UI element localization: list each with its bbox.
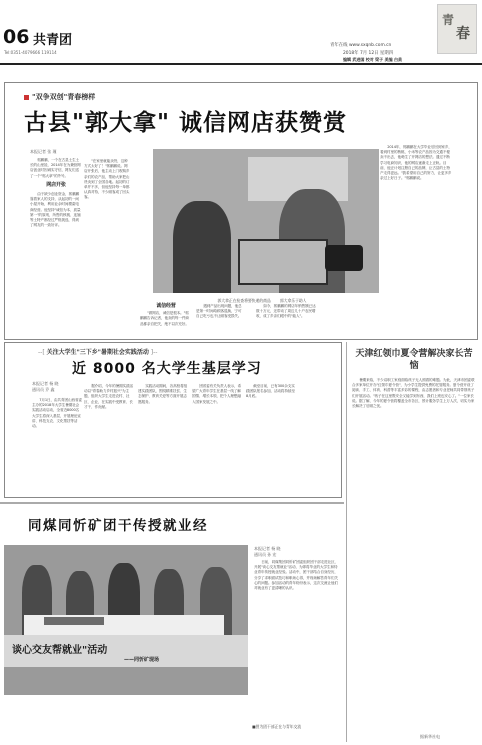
right-byline: 据新华社电 [420, 734, 440, 739]
photo-caption-left: 郭大拿正在检查将要快递的商品 [217, 298, 271, 303]
photo-camera [325, 245, 363, 271]
story1-col-c-body: "做网店，诚信是根本。"郭鹏鹏告诉记者，他卖的每一件商品都亲自把关，绝不以次充好。 [140, 311, 189, 326]
story3-headline: 同煤同忻矿团干传授就业经 [28, 518, 208, 534]
section-divider [0, 502, 344, 504]
story1-kicker-text: "双争双创"青春榜样 [32, 93, 96, 101]
story2-kicker-text: 关注大学生"三下乡"暑期社会实践活动 [46, 349, 149, 356]
phone-line: Tel:0351-4079666 119114 [4, 50, 57, 55]
right-body [352, 378, 476, 411]
story2-byline [32, 381, 92, 393]
right-body-text: 暑期来临，不少双职工家庭面临孩子无人照看的难题。为此，天津市团委联合多家单位开办"红领巾夏令营"，为小学生提供免费的托管服务。夏令营开设了阅读、手工、体育、科普等丰富多彩的课程，由志愿者和专业老师共同带领孩子们开展活动。"孩子在这里既安全又能学到东西，我们上班也安心了。"一位家长说。据了解，今年的夏令营将覆盖全市各区，预计服务学生上万人次，切实为家长解决了后顾之忧。 [352, 378, 475, 409]
story3-byline-2: 通讯员 孙 宏 [254, 552, 277, 557]
story2-col-d-body: 团省委有关负责人表示，希望广大青年学生在基层一线了解国情、增长本领，把个人理想融入国家发展之中。 [192, 384, 242, 404]
story2-headline: 近 8000 名大学生基层学习 [72, 361, 262, 377]
story1-col-e-body: 如今，郭鹏鹏的网店年销售额已达数十万元，还带动了周边几十户农民增收，成了乡亲们眼中的"能人"。 [256, 304, 316, 319]
story2-byline-2: 通讯员 乔 鑫 [32, 387, 55, 392]
story2-col-a [32, 398, 82, 431]
story1-col-d-body: 遇到产品出现问题，他总是第一时间给顾客退换，宁可自己吃亏也不让顾客受损失。 [196, 304, 242, 319]
story2-col-d [192, 384, 242, 406]
story1-subhead-2: 诚信经营 [156, 303, 176, 309]
story1-col-b-body: "在家里就能卖货，这种方式太好了！"郭鹏鹏说。网店开张后，他主动上门收购乡亲们的农产品，帮助大家把山货卖到了全国各地。起初的订单并不多，但他坚持每一单都认真对待，不少顾客成了回头客。 [84, 159, 130, 200]
story1-col-a [30, 158, 82, 230]
story1-col-f [380, 145, 452, 183]
section-name: 共青团 [33, 33, 73, 48]
right-headline: 天津红领巾夏令营解决家长苦恼 [355, 349, 473, 371]
story1-subhead-1: 网店开张 [46, 181, 66, 188]
story3-photo [4, 545, 248, 695]
kicker-square-icon [24, 95, 29, 100]
newspaper-logo [437, 4, 477, 54]
page-number: 06 [3, 26, 30, 48]
story1-byline: 本报记者 张 瑾 [30, 149, 57, 154]
logo-char-bottom: 春 [456, 26, 470, 42]
story2-col-c-body: 实践活动期间，各高校将组建实践团队，围绕精准扶贫、生态保护、教育关爱等方面开展志愿服务。 [138, 384, 188, 404]
story1-lead: 郭鹏鹏，一个在古县土生土长的山里娃，2014年在为兼营网店创业时因诚实守信，网友们送了一个"郭大拿"的外号。 [30, 158, 81, 178]
photo-caption-right: 郭大拿乐于助人 [279, 298, 307, 303]
story2-col-b [84, 384, 134, 412]
brand-url: 青年在线 www.sxqnb.com.cn [330, 43, 392, 48]
story1-col-b [84, 159, 130, 202]
column-rule [346, 342, 347, 742]
story1-kicker [24, 92, 95, 102]
header-rule [0, 63, 482, 65]
story3-caption: ■图为团干部正在与青年交流 [252, 724, 302, 729]
story3-body [254, 560, 340, 593]
story2-col-e [246, 384, 296, 401]
story2-col-c [138, 384, 188, 406]
story1-col-e [256, 304, 316, 321]
photo-banner-text: 谈心交友帮就业"活动 [12, 645, 108, 656]
kicker-bracket: --[ [38, 349, 47, 356]
date-line: 2018年 7月 12日 星期四 [343, 51, 394, 56]
masthead [0, 0, 482, 60]
story1-photo [153, 149, 379, 293]
logo-char-top: 青 [442, 13, 455, 27]
story3-byline [254, 546, 334, 558]
story3-body-text: 日前，同煤集团同忻矿团委组织团干部走进社区，开展"谈心交友帮就业"活动，为即将毕业的大学生和待业青年传授就业经验。活动中，团干部结合自身经历，分享了求职面试技巧和职场心得，并现场解答青年们关心的问题。参加活动的青年纷纷表示，这次交流让他们对就业有了更清晰的认识。 [254, 560, 339, 591]
photo-cart [238, 239, 328, 285]
story1-col-d [196, 304, 242, 321]
kicker-bracket: ]-- [148, 349, 158, 356]
story1-col-f-body: 2014年，郭鹏鹏在大学毕业后回到家乡，看到村里的核桃、小米等农产品因为交通不便卖不出去，他萌生了开网店的想法。通过不断学习电商知识，他的网店逐渐走上正轨。目前，他正计划注册自己的品牌，让古县的土特产走得更远。"我希望用自己的努力，让更多乡亲过上好日子。"郭鹏鹏说。 [380, 145, 452, 181]
editors-line: 编辑 武进国 校对 梁子 美编 白美 [343, 57, 402, 62]
story2-col-a-body: 7月1日，由共青团山西省委主办的2018年大学生暑期社会实践活动启动，全省近8000名大学生将深入基层，开展理论宣讲、科技支农、文化帮扶等活动。 [32, 398, 82, 429]
photo-bottles [44, 617, 104, 625]
story2-col-b-body: 据介绍，今年的暑期实践活动以"青春助力乡村振兴"为主题，组织大学生走进农村、社区、企业，在实践中受教育、长才干、作贡献。 [84, 384, 134, 409]
story2-kicker [38, 347, 157, 356]
story1-col-a-body: 由于缺少创业资金，郭鹏鹏靠着家人的支持，从起初的一间小屋开始，利用业余时间摸索电商经营。他坚持"诚信为本、质量第一"的原则，所售的核桃、连翘等土特产都经过严格挑选，得到了网友的一致好评。 [30, 192, 81, 228]
story1-col-c [140, 304, 192, 328]
story1-headline: 古县"郭大拿" 诚信网店获赞赏 [24, 110, 347, 136]
story2-byline-1: 本报记者 杨 晓 [32, 381, 59, 386]
story3-byline-1: 本报记者 杨 晓 [254, 546, 281, 551]
story2-col-e-body: 截至目前，已有300余支实践团队报名参加，活动将持续至8月底。 [246, 384, 295, 399]
photo-person [173, 201, 231, 293]
photo-banner-subtext: ——同忻矿现场 [124, 657, 160, 663]
